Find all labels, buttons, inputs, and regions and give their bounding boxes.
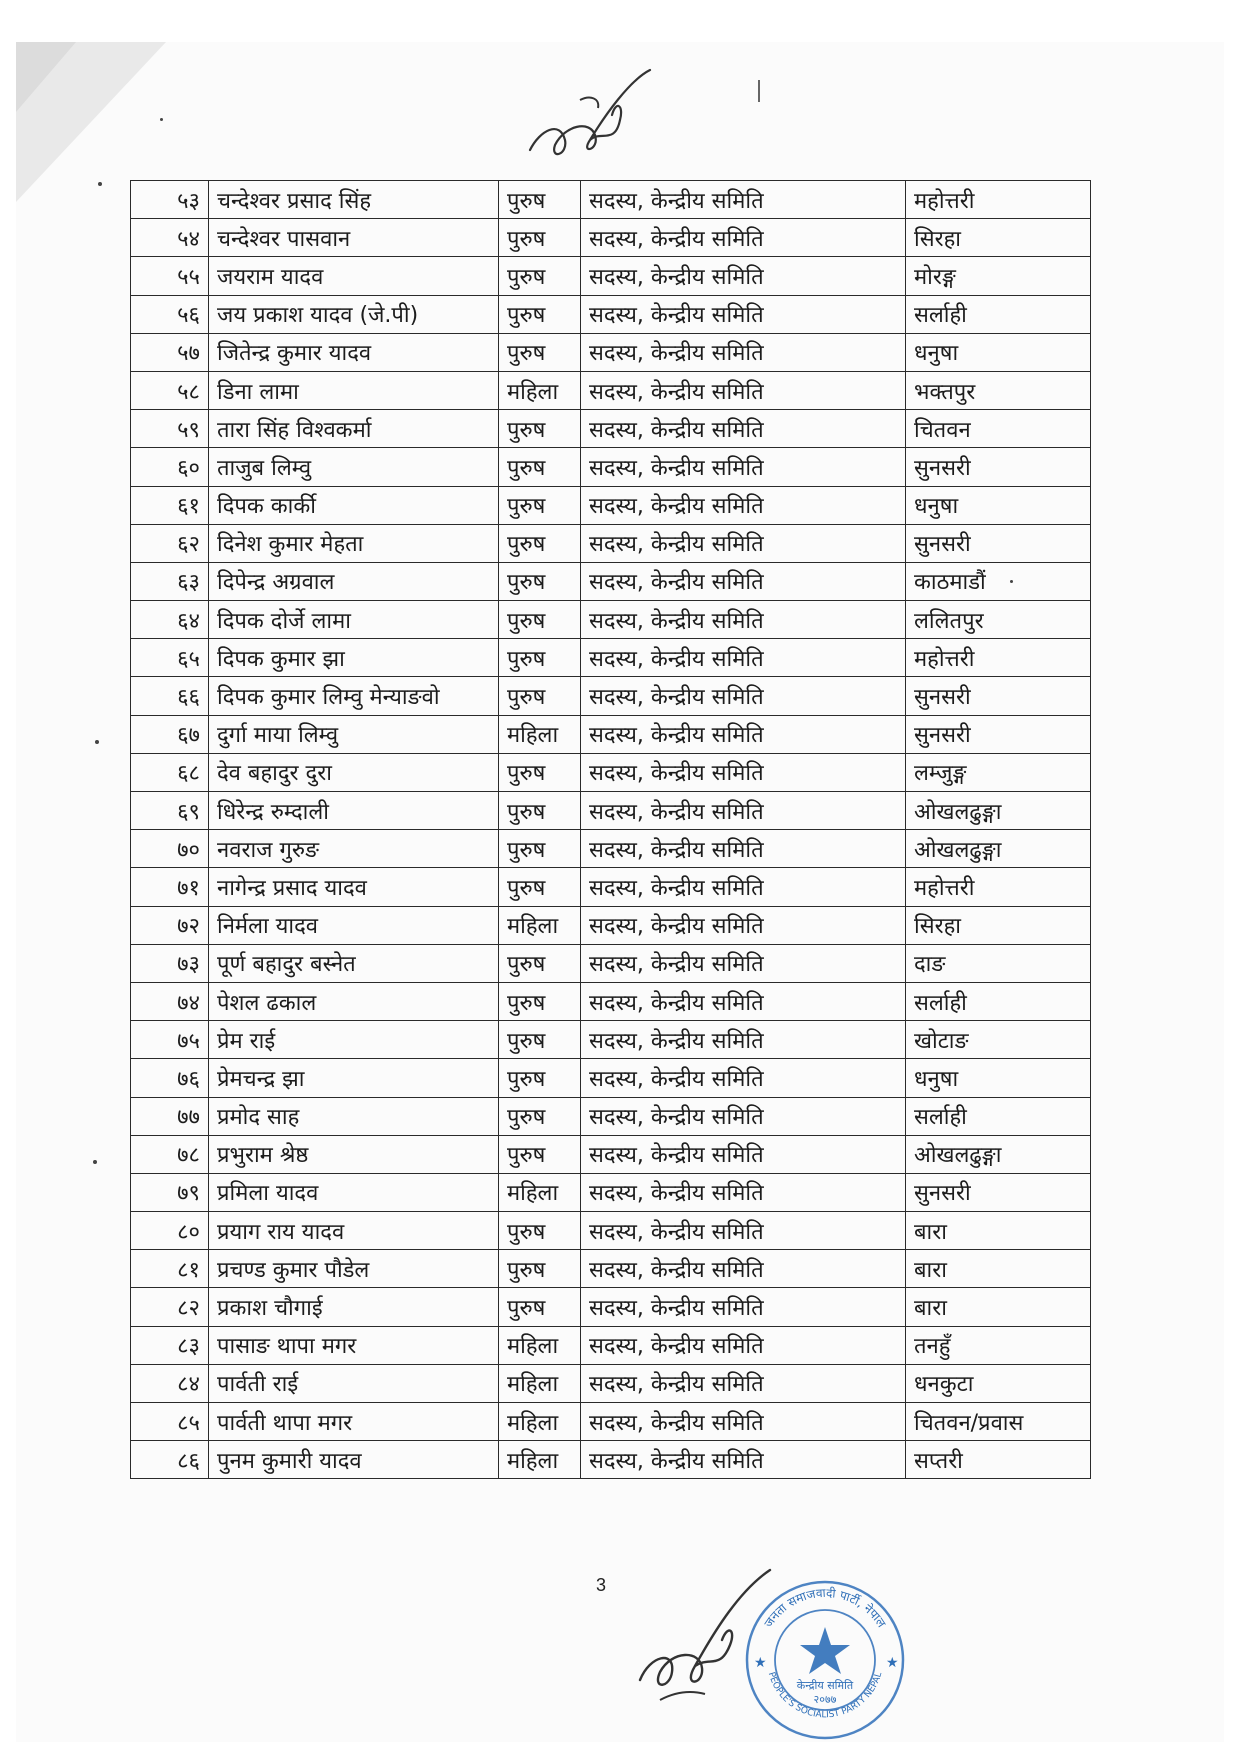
- member-position: सदस्य, केन्द्रीय समिति: [581, 792, 906, 830]
- member-district: तनहुँ: [906, 1326, 1091, 1364]
- serial-number: ६९: [131, 792, 209, 830]
- member-position: सदस्य, केन्द्रीय समिति: [581, 601, 906, 639]
- table-row: [131, 1135, 1091, 1173]
- serial-number: ६३: [131, 562, 209, 600]
- table-row: [131, 448, 1091, 486]
- table-row: [131, 219, 1091, 257]
- member-gender: पुरुष: [499, 639, 581, 677]
- member-district: ललितपुर: [906, 601, 1091, 639]
- table-row: [131, 295, 1091, 333]
- member-gender: महिला: [499, 1441, 581, 1479]
- table-row: [131, 715, 1091, 753]
- scan-speck: [1010, 580, 1013, 583]
- table-row: [131, 1288, 1091, 1326]
- member-position: सदस्य, केन्द्रीय समिति: [581, 1364, 906, 1402]
- member-gender: महिला: [499, 1173, 581, 1211]
- member-position: सदस्य, केन्द्रीय समिति: [581, 715, 906, 753]
- table-row: [131, 677, 1091, 715]
- member-name: पासाङ थापा मगर: [209, 1326, 499, 1364]
- member-district: भक्तपुर: [906, 371, 1091, 409]
- member-gender: पुरुष: [499, 1250, 581, 1288]
- member-gender: पुरुष: [499, 448, 581, 486]
- member-position: सदस्य, केन्द्रीय समिति: [581, 524, 906, 562]
- seal-outer-text-en: PEOPLE'S SOCIALIST PARTY NEPAL: [765, 1671, 885, 1721]
- serial-number: ५६: [131, 295, 209, 333]
- signature-top-icon: [520, 60, 670, 175]
- member-district: धनुषा: [906, 1059, 1091, 1097]
- member-gender: पुरुष: [499, 830, 581, 868]
- seal-outer-text: जनता समाजवादी पार्टी, नेपाल: [761, 1585, 889, 1630]
- member-position: सदस्य, केन्द्रीय समिति: [581, 486, 906, 524]
- serial-number: ८६: [131, 1441, 209, 1479]
- member-name: दिपक कार्की: [209, 486, 499, 524]
- serial-number: ५३: [131, 181, 209, 219]
- member-position: सदस्य, केन्द्रीय समिति: [581, 1326, 906, 1364]
- member-district: बारा: [906, 1250, 1091, 1288]
- member-position: सदस्य, केन्द्रीय समिति: [581, 1212, 906, 1250]
- member-name: निर्मला यादव: [209, 906, 499, 944]
- table-row: [131, 486, 1091, 524]
- member-district: धनुषा: [906, 486, 1091, 524]
- member-district: धनुषा: [906, 333, 1091, 371]
- member-gender: पुरुष: [499, 219, 581, 257]
- member-position: सदस्य, केन्द्रीय समिति: [581, 868, 906, 906]
- table-row: [131, 1250, 1091, 1288]
- table-row: [131, 333, 1091, 371]
- table-row: [131, 371, 1091, 409]
- member-gender: पुरुष: [499, 1288, 581, 1326]
- member-district: दाङ: [906, 944, 1091, 982]
- member-name: धिरेन्द्र रुम्दाली: [209, 792, 499, 830]
- table-row: [131, 562, 1091, 600]
- member-district: ओखलढुङ्गा: [906, 792, 1091, 830]
- serial-number: ८४: [131, 1364, 209, 1402]
- member-gender: पुरुष: [499, 410, 581, 448]
- serial-number: ७५: [131, 1021, 209, 1059]
- member-gender: पुरुष: [499, 562, 581, 600]
- serial-number: ७७: [131, 1097, 209, 1135]
- seal-year-text: २०७७: [813, 1693, 837, 1706]
- table-row: [131, 1364, 1091, 1402]
- member-gender: पुरुष: [499, 524, 581, 562]
- serial-number: ८१: [131, 1250, 209, 1288]
- member-position: सदस्य, केन्द्रीय समिति: [581, 639, 906, 677]
- member-name: दिनेश कुमार मेहता: [209, 524, 499, 562]
- serial-number: ७२: [131, 906, 209, 944]
- table-row: [131, 181, 1091, 219]
- members-table: [130, 180, 1091, 1479]
- member-district: धनकुटा: [906, 1364, 1091, 1402]
- member-gender: पुरुष: [499, 944, 581, 982]
- member-district: मोरङ्ग: [906, 257, 1091, 295]
- table-row: [131, 524, 1091, 562]
- table-row: [131, 257, 1091, 295]
- member-position: सदस्य, केन्द्रीय समिति: [581, 219, 906, 257]
- member-name: प्रमोद साह: [209, 1097, 499, 1135]
- member-name: पूर्ण बहादुर बस्नेत: [209, 944, 499, 982]
- member-name: पार्वती थापा मगर: [209, 1403, 499, 1441]
- table-row: [131, 982, 1091, 1020]
- member-name: दिपक दोर्जे लामा: [209, 601, 499, 639]
- member-position: सदस्य, केन्द्रीय समिति: [581, 906, 906, 944]
- page-number: 3: [596, 1575, 607, 1595]
- member-position: सदस्य, केन्द्रीय समिति: [581, 448, 906, 486]
- svg-text:★: ★: [886, 1655, 899, 1671]
- page-fold-shadow: [16, 42, 76, 112]
- serial-number: ६२: [131, 524, 209, 562]
- scan-speck: [95, 740, 99, 744]
- table-row: [131, 906, 1091, 944]
- member-name: पार्वती राई: [209, 1364, 499, 1402]
- member-gender: पुरुष: [499, 601, 581, 639]
- serial-number: ८५: [131, 1403, 209, 1441]
- table-row: [131, 410, 1091, 448]
- serial-number: ७०: [131, 830, 209, 868]
- member-position: सदस्य, केन्द्रीय समिति: [581, 1021, 906, 1059]
- member-name: प्रकाश चौगाई: [209, 1288, 499, 1326]
- serial-number: ७३: [131, 944, 209, 982]
- member-district: सुनसरी: [906, 1173, 1091, 1211]
- serial-number: ८२: [131, 1288, 209, 1326]
- member-district: सर्लाही: [906, 982, 1091, 1020]
- member-name: तारा सिंह विश्वकर्मा: [209, 410, 499, 448]
- serial-number: ५९: [131, 410, 209, 448]
- member-position: सदस्य, केन्द्रीय समिति: [581, 1288, 906, 1326]
- table-row: [131, 944, 1091, 982]
- member-name: दिपेन्द्र अग्रवाल: [209, 562, 499, 600]
- table-row: [131, 601, 1091, 639]
- member-district: सर्लाही: [906, 295, 1091, 333]
- svg-text:★: ★: [754, 1655, 767, 1671]
- member-district: सप्तरी: [906, 1441, 1091, 1479]
- member-position: सदस्य, केन्द्रीय समिति: [581, 982, 906, 1020]
- member-position: सदस्य, केन्द्रीय समिति: [581, 181, 906, 219]
- serial-number: ५८: [131, 371, 209, 409]
- member-district: काठमाडौं: [906, 562, 1091, 600]
- member-gender: पुरुष: [499, 753, 581, 791]
- member-district: खोटाङ: [906, 1021, 1091, 1059]
- member-district: बारा: [906, 1212, 1091, 1250]
- member-district: सुनसरी: [906, 524, 1091, 562]
- member-position: सदस्य, केन्द्रीय समिति: [581, 562, 906, 600]
- member-name: जय प्रकाश यादव (जे.पी): [209, 295, 499, 333]
- member-name: दुर्गा माया लिम्वु: [209, 715, 499, 753]
- serial-number: ६०: [131, 448, 209, 486]
- member-district: सुनसरी: [906, 448, 1091, 486]
- member-district: लम्जुङ्ग: [906, 753, 1091, 791]
- serial-number: ७९: [131, 1173, 209, 1211]
- table-row: [131, 1441, 1091, 1479]
- member-gender: पुरुष: [499, 982, 581, 1020]
- scan-speck: [93, 1160, 97, 1164]
- member-name: प्रचण्ड कुमार पौडेल: [209, 1250, 499, 1288]
- scan-speck: [160, 118, 163, 121]
- member-position: सदस्य, केन्द्रीय समिति: [581, 257, 906, 295]
- member-gender: महिला: [499, 1403, 581, 1441]
- member-gender: पुरुष: [499, 1059, 581, 1097]
- member-name: प्रेमचन्द्र झा: [209, 1059, 499, 1097]
- table-row: [131, 868, 1091, 906]
- member-district: महोत्तरी: [906, 639, 1091, 677]
- member-position: सदस्य, केन्द्रीय समिति: [581, 753, 906, 791]
- serial-number: ६४: [131, 601, 209, 639]
- member-position: सदस्य, केन्द्रीय समिति: [581, 1173, 906, 1211]
- serial-number: ६६: [131, 677, 209, 715]
- serial-number: ५४: [131, 219, 209, 257]
- member-position: सदस्य, केन्द्रीय समिति: [581, 1059, 906, 1097]
- member-gender: पुरुष: [499, 1135, 581, 1173]
- serial-number: ७१: [131, 868, 209, 906]
- member-district: महोत्तरी: [906, 181, 1091, 219]
- member-name: ताजुब लिम्वु: [209, 448, 499, 486]
- table-row: [131, 830, 1091, 868]
- member-name: पेशल ढकाल: [209, 982, 499, 1020]
- member-district: सर्लाही: [906, 1097, 1091, 1135]
- member-name: नागेन्द्र प्रसाद यादव: [209, 868, 499, 906]
- table-row: [131, 1212, 1091, 1250]
- member-district: बारा: [906, 1288, 1091, 1326]
- serial-number: ६१: [131, 486, 209, 524]
- member-position: सदस्य, केन्द्रीय समिति: [581, 1250, 906, 1288]
- member-gender: पुरुष: [499, 1097, 581, 1135]
- member-position: सदस्य, केन्द्रीय समिति: [581, 333, 906, 371]
- member-position: सदस्य, केन्द्रीय समिति: [581, 410, 906, 448]
- member-gender: पुरुष: [499, 868, 581, 906]
- member-district: चितवन: [906, 410, 1091, 448]
- member-name: पुनम कुमारी यादव: [209, 1441, 499, 1479]
- member-position: सदस्य, केन्द्रीय समिति: [581, 1097, 906, 1135]
- serial-number: ५७: [131, 333, 209, 371]
- member-position: सदस्य, केन्द्रीय समिति: [581, 371, 906, 409]
- member-name: डिना लामा: [209, 371, 499, 409]
- serial-number: ५५: [131, 257, 209, 295]
- member-district: ओखलढुङ्गा: [906, 830, 1091, 868]
- serial-number: ६७: [131, 715, 209, 753]
- table-row: [131, 1326, 1091, 1364]
- member-district: सुनसरी: [906, 715, 1091, 753]
- scan-speck: [98, 182, 102, 186]
- table-row: [131, 792, 1091, 830]
- member-district: सिरहा: [906, 906, 1091, 944]
- member-gender: महिला: [499, 906, 581, 944]
- table-row: [131, 639, 1091, 677]
- member-name: प्रभुराम श्रेष्ठ: [209, 1135, 499, 1173]
- member-district: सुनसरी: [906, 677, 1091, 715]
- member-position: सदस्य, केन्द्रीय समिति: [581, 677, 906, 715]
- serial-number: ८०: [131, 1212, 209, 1250]
- serial-number: ७४: [131, 982, 209, 1020]
- member-gender: पुरुष: [499, 295, 581, 333]
- member-name: दिपक कुमार लिम्वु मेन्याङवो: [209, 677, 499, 715]
- member-gender: पुरुष: [499, 792, 581, 830]
- member-district: महोत्तरी: [906, 868, 1091, 906]
- serial-number: ७६: [131, 1059, 209, 1097]
- member-position: सदस्य, केन्द्रीय समिति: [581, 295, 906, 333]
- table-row: [131, 1173, 1091, 1211]
- member-position: सदस्य, केन्द्रीय समिति: [581, 1135, 906, 1173]
- serial-number: ८३: [131, 1326, 209, 1364]
- margin-mark: [758, 80, 760, 102]
- member-gender: पुरुष: [499, 333, 581, 371]
- member-gender: महिला: [499, 715, 581, 753]
- member-gender: पुरुष: [499, 486, 581, 524]
- member-gender: पुरुष: [499, 1021, 581, 1059]
- table-row: [131, 1059, 1091, 1097]
- member-name: दिपक कुमार झा: [209, 639, 499, 677]
- member-name: प्रेम राई: [209, 1021, 499, 1059]
- member-position: सदस्य, केन्द्रीय समिति: [581, 1441, 906, 1479]
- member-gender: महिला: [499, 371, 581, 409]
- party-seal-icon: [740, 1575, 910, 1745]
- member-gender: पुरुष: [499, 677, 581, 715]
- member-position: सदस्य, केन्द्रीय समिति: [581, 830, 906, 868]
- serial-number: ६८: [131, 753, 209, 791]
- member-name: नवराज गुरुङ: [209, 830, 499, 868]
- table-row: [131, 753, 1091, 791]
- member-gender: पुरुष: [499, 257, 581, 295]
- member-name: जितेन्द्र कुमार यादव: [209, 333, 499, 371]
- serial-number: ६५: [131, 639, 209, 677]
- seal-center-text: केन्द्रीय समिति: [796, 1679, 854, 1692]
- member-district: ओखलढुङ्गा: [906, 1135, 1091, 1173]
- member-name: जयराम यादव: [209, 257, 499, 295]
- serial-number: ७८: [131, 1135, 209, 1173]
- member-position: सदस्य, केन्द्रीय समिति: [581, 944, 906, 982]
- member-gender: पुरुष: [499, 181, 581, 219]
- table-row: [131, 1097, 1091, 1135]
- member-district: चितवन/प्रवास: [906, 1403, 1091, 1441]
- member-district: सिरहा: [906, 219, 1091, 257]
- member-name: चन्देश्वर प्रसाद सिंह: [209, 181, 499, 219]
- members-table-body: [131, 181, 1091, 1479]
- table-row: [131, 1403, 1091, 1441]
- member-name: चन्देश्वर पासवान: [209, 219, 499, 257]
- member-name: देव बहादुर दुरा: [209, 753, 499, 791]
- member-gender: महिला: [499, 1364, 581, 1402]
- member-gender: पुरुष: [499, 1212, 581, 1250]
- member-gender: महिला: [499, 1326, 581, 1364]
- member-position: सदस्य, केन्द्रीय समिति: [581, 1403, 906, 1441]
- member-name: प्रयाग राय यादव: [209, 1212, 499, 1250]
- table-row: [131, 1021, 1091, 1059]
- member-name: प्रमिला यादव: [209, 1173, 499, 1211]
